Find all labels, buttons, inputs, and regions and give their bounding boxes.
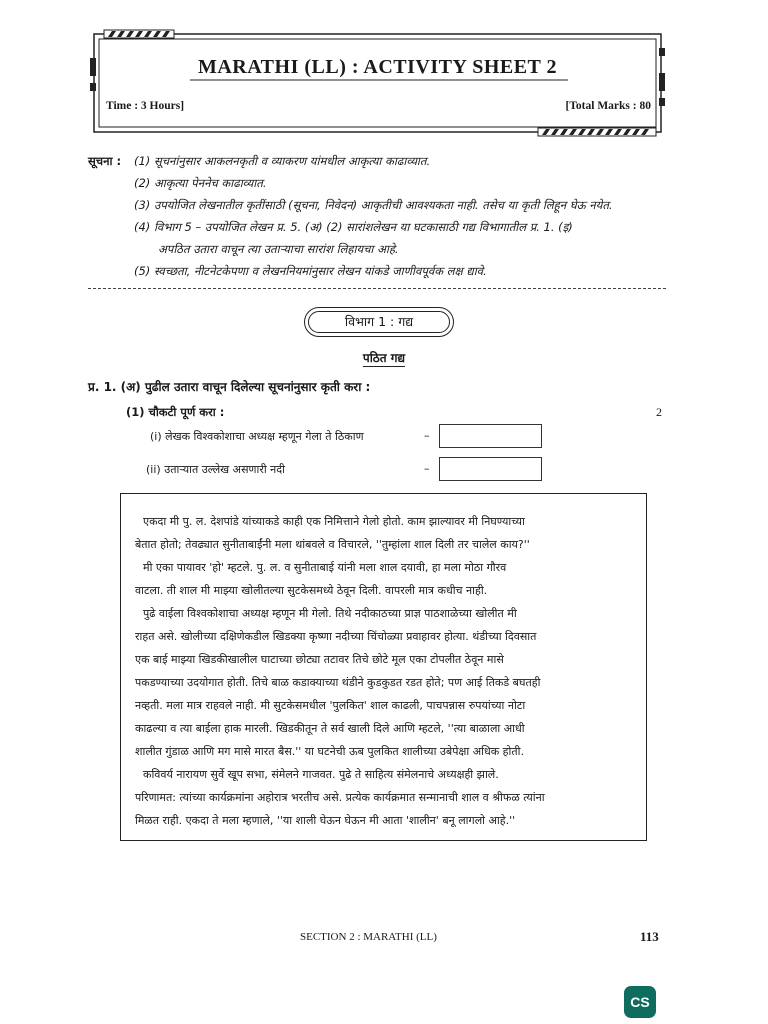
section-subtitle-text: पठित गद्य xyxy=(362,351,406,365)
section-title-text: विभाग 1 : गद्य xyxy=(344,314,414,329)
question-item-2 xyxy=(146,462,285,477)
question-item-label: (ii) उताऱ्यात उल्लेख असणारी नदी xyxy=(146,463,285,476)
passage-box xyxy=(120,493,647,841)
section-subtitle xyxy=(0,349,768,366)
instruction-line: (5) स्वच्छता, नीटनेटकेपणा व लेखननियमांनुसार लेखन यांकडे जाणीवपूर्वक लक्ष द्यावे. xyxy=(134,264,487,278)
passage-line: राहत असे. खोलीच्या दक्षिणेकडील खिडक्या कृष्णा नदीच्या चिंचोळ्या प्रवाहावर होत्या. थंडीच्या दिवसात xyxy=(135,630,537,643)
bottom-stripe xyxy=(538,128,656,136)
time-label: Time : 3 Hours] xyxy=(106,100,185,112)
dashed-divider xyxy=(88,288,666,289)
instruction-line: (3) उपयोजित लेखनातील कृतींसाठी (सूचना, निवेदन) आकृतीची आवश्यकता नाही. तसेच या कृती लिहून घेऊ नयेत. xyxy=(134,198,613,212)
passage-line: बेतात होतो; तेवढ्यात सुनीताबाईंनी मला थांबवले व विचारले, ''तुम्हांला शाल दिली तर चालेल काय?'' xyxy=(135,538,530,551)
question-item-label: (i) लेखक विश्वकोशाचा अध्यक्ष म्हणून गेला ते ठिकाण xyxy=(150,430,364,443)
passage-line: एकदा मी पु. ल. देशपांडे यांच्याकडे काही एक निमित्ताने गेलो होतो. काम झाल्यावर मी निघण्याच्या xyxy=(143,515,525,528)
passage-line: शालीत गुंडाळ आणि मग मासे मारत बैस.'' या घटनेची ऊब पुलकित शालीच्या उबेपेक्षा अधिक होती. xyxy=(135,745,524,758)
question-item-dash: – xyxy=(424,462,430,475)
passage-line: कविवर्य नारायण सुर्वे खूप सभा, संमेलने गाजवत. पुढे ते साहित्य संमेलनाचे अध्यक्षही झाले. xyxy=(143,768,499,781)
question-subheading: (1) चौकटी पूर्ण करा : xyxy=(126,405,225,419)
passage-line: एक बाई माझ्या खिडकीखालील घाटाच्या छोट्या तटावर तिचे छोटे मूल एका टोपलीत ठेवून मासे xyxy=(135,653,504,666)
passage-line: पुढे वाईला विश्वकोशाचा अध्यक्ष म्हणून मी गेलो. तिथे नदीकाठच्या प्राज्ञ पाठशाळेच्या खोलीत मी xyxy=(143,607,517,620)
question-heading: प्र. 1. (अ) पुढील उतारा वाचून दिलेल्या सूचनांनुसार कृती करा : xyxy=(88,380,371,394)
instructions-label: सूचना : xyxy=(88,154,122,168)
passage-line: नव्हती. मला मात्र राहवले नाही. मी सुटकेसमधील 'पुलकित' शाल काढली, पाचपन्नास रुपयांच्या नोटा xyxy=(135,699,526,712)
total-marks-label: [Total Marks : 80 xyxy=(565,100,651,112)
question-item-dash: – xyxy=(424,429,430,442)
answer-box-2[interactable] xyxy=(439,457,542,481)
header-box xyxy=(90,28,665,138)
section-title xyxy=(304,307,454,337)
passage-line: मिळत राही. एकदा ते मला म्हणाले, ''या शाली घेऊन घेऊन मी आता 'शालीन' बनू लागलो आहे.'' xyxy=(135,814,516,827)
instruction-line: (4) विभाग 5 – उपयोजित लेखन प्र. 5. (अ) (2) सारांशलेखन या घटकासाठी गद्य विभागातील प्र. 1. (इ) xyxy=(134,220,573,234)
footer-section: SECTION 2 : MARATHI (LL) xyxy=(300,931,437,943)
passage-line: काढल्या व त्या बाईला हाक मारली. खिडकीतून ते सर्व खाली दिले आणि म्हटले, ''त्या बाळाला आधी xyxy=(135,722,525,735)
question-item-1 xyxy=(150,429,364,444)
passage-line: वाटला. ती शाल मी माझ्या खोलीतल्या सुटकेसमध्ये ठेवून दिली. वापरली मात्र कधीच नाही. xyxy=(135,584,488,597)
page-number: 113 xyxy=(640,929,659,944)
answer-box-1[interactable] xyxy=(439,424,542,448)
top-stripe xyxy=(104,30,174,38)
passage-line: परिणामत: त्यांच्या कार्यक्रमांना अहोरात्र भरतीच असे. प्रत्येक कार्यक्रमात सन्मानाची शाल व श्रीफळ त्यांना xyxy=(135,791,545,804)
passage-line: मी एका पायावर 'हो' म्हटले. पु. ल. व सुनीताबाई यांनी मला शाल दयावी, हा मला मोठा गौरव xyxy=(143,561,507,574)
instruction-line: अपठित उतारा वाचून त्या उताऱ्याचा सारांश लिहायचा आहे. xyxy=(158,242,399,256)
instruction-line: (1) सूचनांनुसार आकलनकृती व व्याकरण यांमधील आकृत्या काढाव्यात. xyxy=(134,154,431,168)
passage-line: पकडण्याच्या उदयोगात होती. तिचे बाळ कडाक्याच्या थंडीने कुडकुडत रडत होते; पण आई तिकडे बघतही xyxy=(135,676,541,689)
instruction-line: (2) आकृत्या पेननेच काढाव्यात. xyxy=(134,176,267,190)
header-frame xyxy=(90,28,665,138)
question-marks: 2 xyxy=(656,405,662,419)
sheet-title: MARATHI (LL) : ACTIVITY SHEET 2 xyxy=(197,56,558,78)
camscanner-badge-icon: CS xyxy=(624,986,656,1018)
